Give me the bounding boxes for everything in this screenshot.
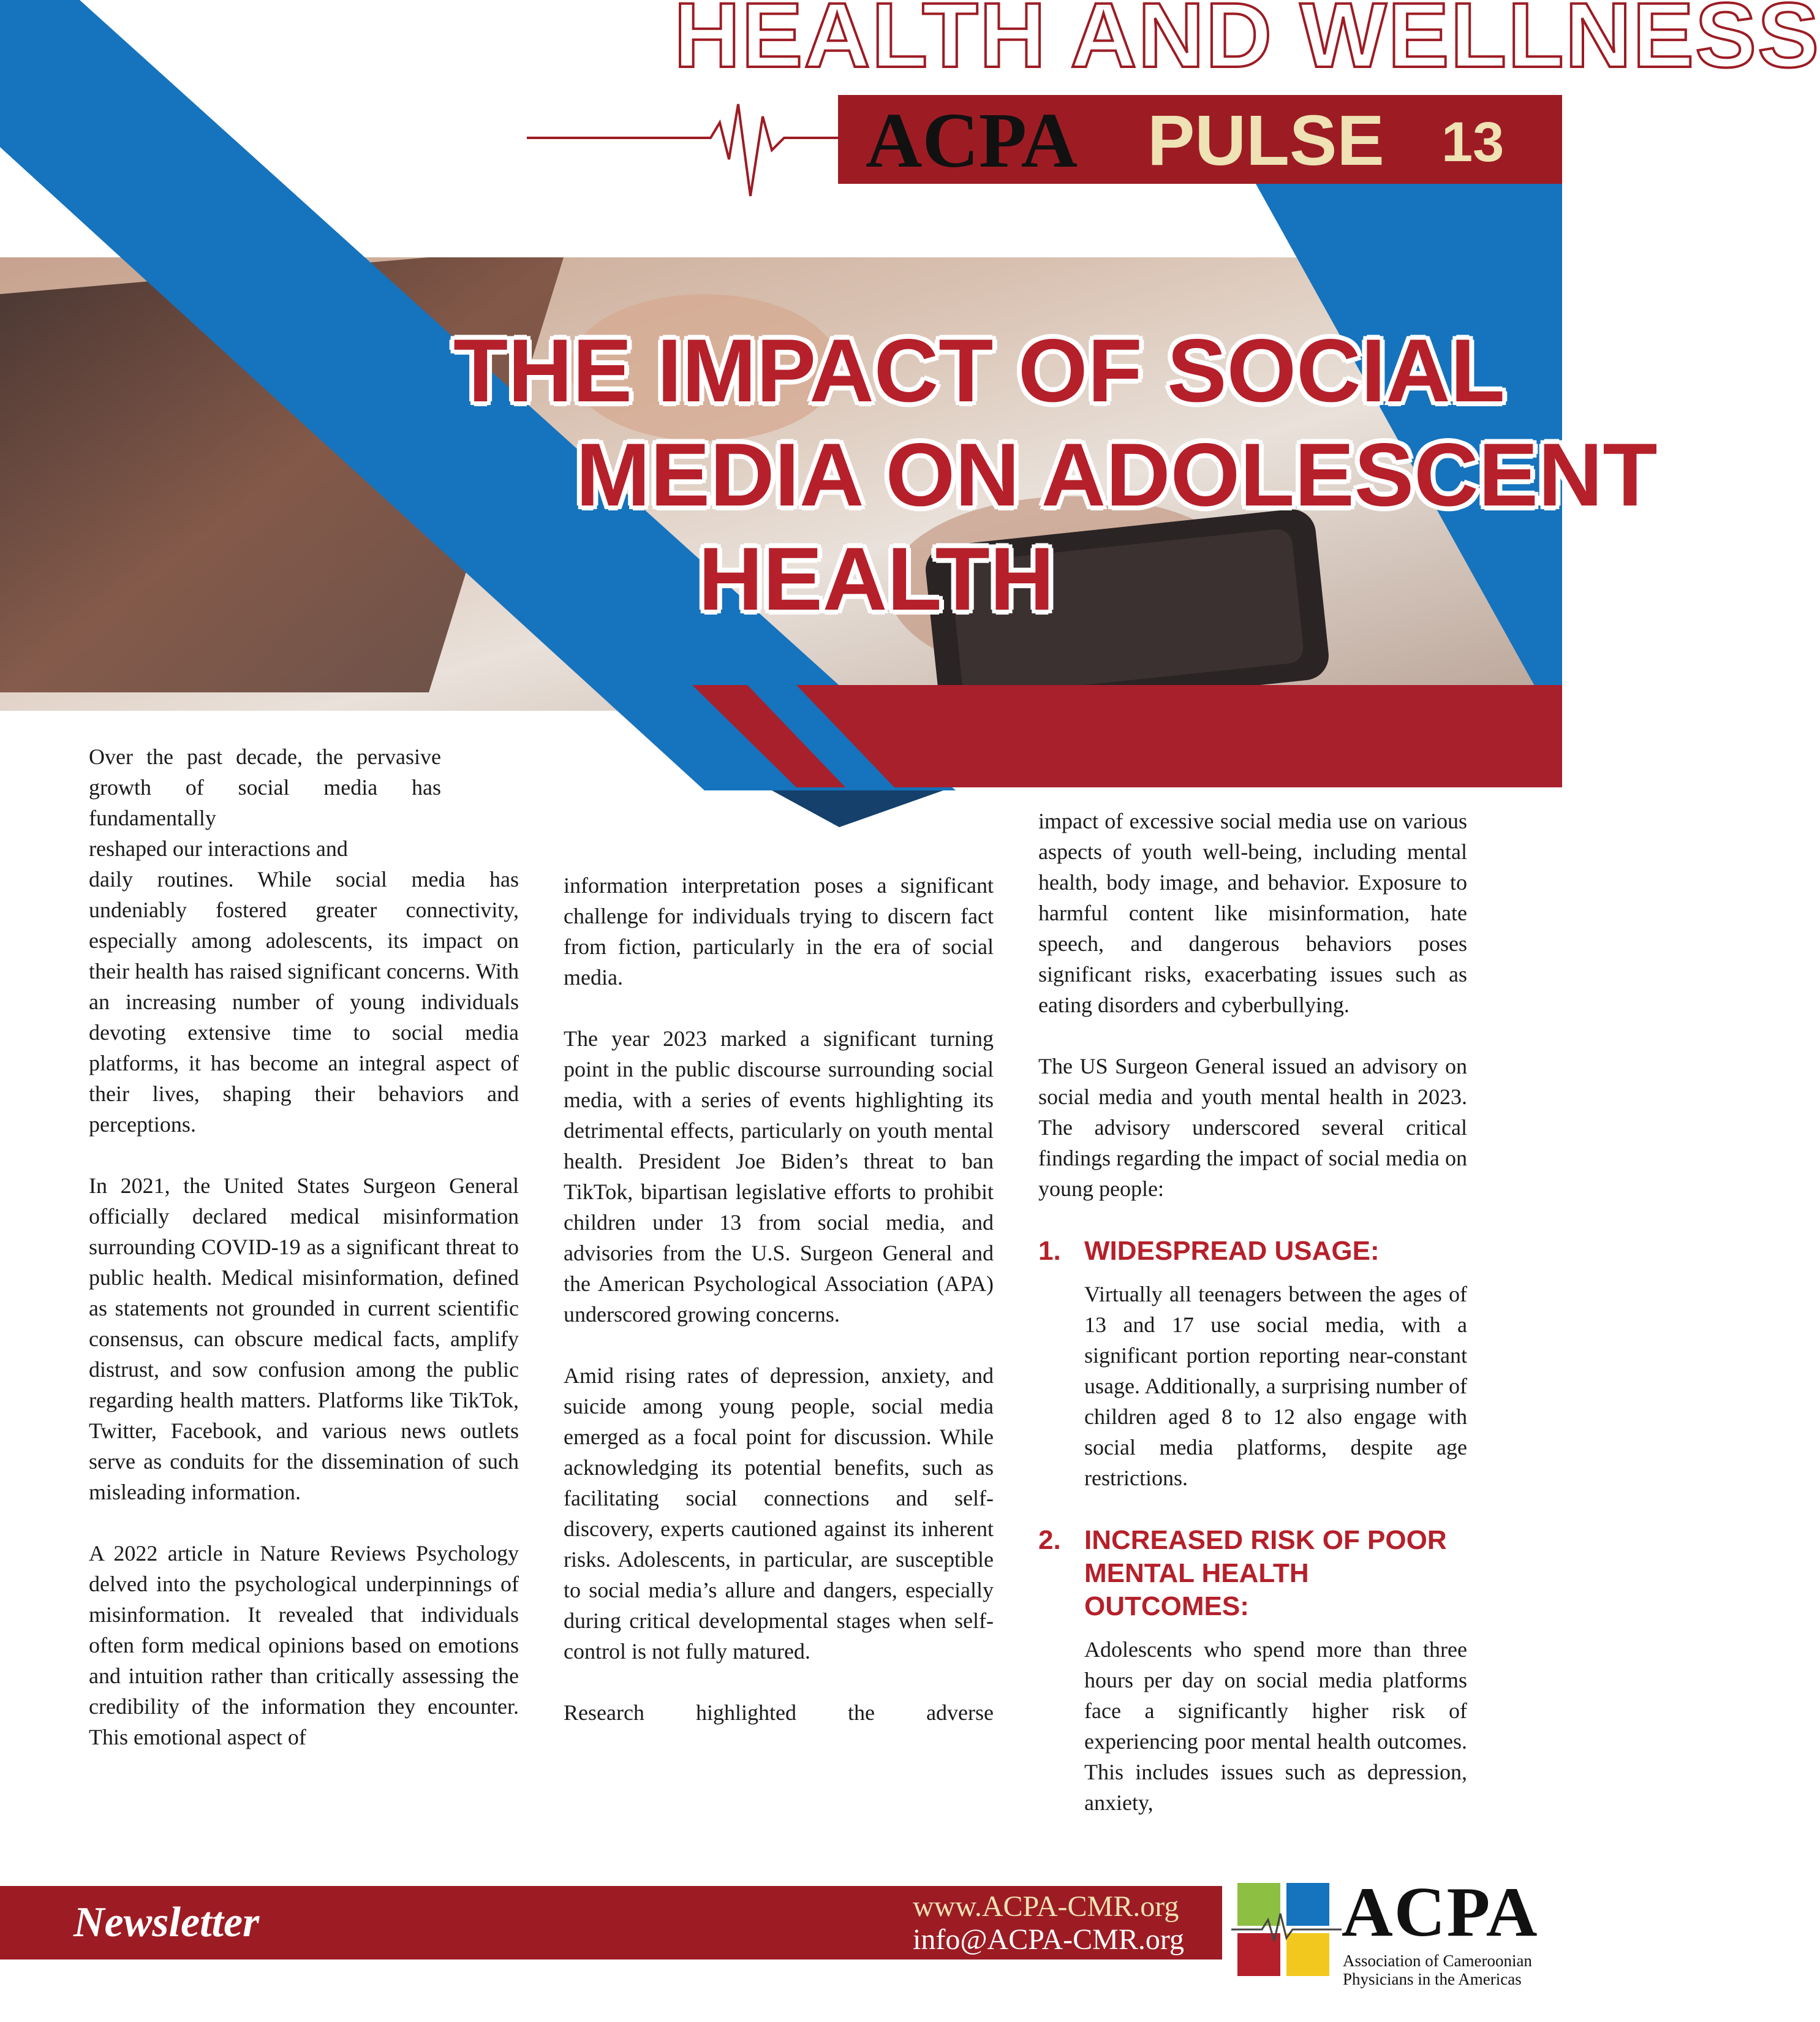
- paragraph-nature-reviews: A 2022 article in Nature Reviews Psychology delved into the psychological underpinnings of misinformation. It revealed that individuals often form medical opinions based on emotions and intuition rather than critically assessing the credibility of the information they encounter. This emotional aspect of: [89, 1541, 519, 1749]
- title-line-3: HEALTH: [698, 529, 1055, 629]
- paragraph-research: Research highlighted the adverse: [564, 1700, 994, 1725]
- publication-banner: [838, 95, 1562, 184]
- title-line-2: MEDIA ON ADOLESCENT: [576, 425, 1658, 524]
- paragraph-advisory: The US Surgeon General issued an advisory on social media and youth mental health in 2023. The advisory underscored several critical findings regarding the impact of social media on young people:: [1038, 1054, 1467, 1201]
- logo-wordmark: ACPA: [1342, 1873, 1539, 1952]
- article-column-2: [564, 870, 994, 1759]
- publication-org: ACPA: [866, 97, 1078, 184]
- title-line-1: THE IMPACT OF SOCIAL: [453, 320, 1505, 420]
- section-title: INCREASED RISK OF POOR MENTAL HEALTH OUTCOMES:: [1084, 1525, 1447, 1621]
- paragraph-surgeon-general-2021: In 2021, the United States Surgeon General officially declared medical misinformation surrounding COVID-19 as a significant threat to public health. Medical misinformation, defined as statements not grounded in current scientific consensus, can obscure medical facts, amplify distrust, and sow confusion among the public regarding health matters. Platforms like TikTok, Twitter, Facebook, and various news outlets serve as conduits for the dissemination of such misleading information.: [89, 1173, 519, 1504]
- paragraph-intro-lead: Over the past decade, the pervasive growth of social media has fundamentally: [89, 744, 441, 830]
- section-title: WIDESPREAD USAGE:: [1084, 1236, 1380, 1266]
- section-heading-2: [1038, 1524, 1467, 1623]
- acpa-logo: [1222, 1860, 1562, 2001]
- paragraph-year-2023: The year 2023 marked a significant turning point in the public discourse surrounding social media, with a series of events highlighting its detrimental effects, particularly on youth mental health. President Joe Biden’s threat to ban TikTok, bipartisan legislative efforts to prohibit children under 13 from social media, and advisories from the U.S. Surgeon General and the American Psychological Association (APA) underscored growing concerns.: [564, 1026, 994, 1327]
- paragraph-rising-rates: Amid rising rates of depression, anxiety, and suicide among young people, social media emerged as a focal point for discussion. While acknowledging its potential benefits, such as facilitating social connections and self-discovery, experts cautioned against its inherent risks. Adolescents, in particular, are susceptible to social media’s allure and dangers, especially during critical developmental stages when self-control is not fully matured.: [564, 1363, 994, 1664]
- article-column-3: [1038, 806, 1467, 1849]
- article-title: [453, 319, 1658, 631]
- logo-subtitle-line-2: Physicians in the Americas: [1343, 1970, 1522, 1988]
- section-number: 2.: [1038, 1525, 1061, 1555]
- section-body-1: Virtually all teenagers between the ages of 13 and 17 use social media, with a significant portion reporting near-constant usage. Additionally, a surprising number of children aged 8 to 12 also engage with social media platforms, despite age restrictions.: [1084, 1282, 1467, 1490]
- paragraph-impact: impact of excessive social media use on various aspects of youth well-being, including mental health, body image, and behavior. Exposure to harmful content like misinformation, hate speech, and dangerous behaviors poses significant risks, exacerbating issues such as eating disorders and cyberbullying.: [1038, 809, 1467, 1017]
- logo-squares-icon: [1237, 1883, 1335, 1981]
- paragraph-intro-lead-2: reshaped our interactions and: [89, 836, 348, 861]
- logo-subtitle: [1343, 1952, 1532, 1988]
- heartbeat-line-icon: [527, 92, 845, 214]
- website-link[interactable]: www.ACPA-CMR.org: [913, 1890, 1179, 1923]
- publication-name: PULSE: [1147, 100, 1384, 180]
- article-column-1: [89, 741, 519, 1783]
- section-number: 1.: [1038, 1236, 1061, 1266]
- navy-triangle: [772, 790, 943, 827]
- section-kicker: [674, 0, 1820, 86]
- page-number: 13: [1441, 111, 1505, 173]
- section-heading-1: [1038, 1235, 1467, 1268]
- section-body-2: Adolescents who spend more than three hours per day on social media platforms face a significantly higher risk of experiencing poor mental health outcomes. This includes issues such as depression, anxiety,: [1084, 1637, 1467, 1815]
- paragraph-information-interpretation: information interpretation poses a significant challenge for individuals trying to discern fact from fiction, particularly in the era of social media.: [564, 873, 994, 990]
- kicker-text: HEALTH AND WELLNESS: [674, 0, 1820, 86]
- email-link[interactable]: info@ACPA-CMR.org: [913, 1923, 1184, 1956]
- footer-label: Newsletter: [74, 1899, 260, 1946]
- logo-subtitle-line-1: Association of Cameroonian: [1343, 1952, 1532, 1970]
- paragraph-intro: daily routines. While social media has undeniably fostered greater connectivity, especially among adolescents, its impact on their health has raised significant concerns. With an increasing number of young individuals devoting extensive time to social media platforms, it has become an integral aspect of their lives, shaping their behaviors and perceptions.: [89, 867, 519, 1137]
